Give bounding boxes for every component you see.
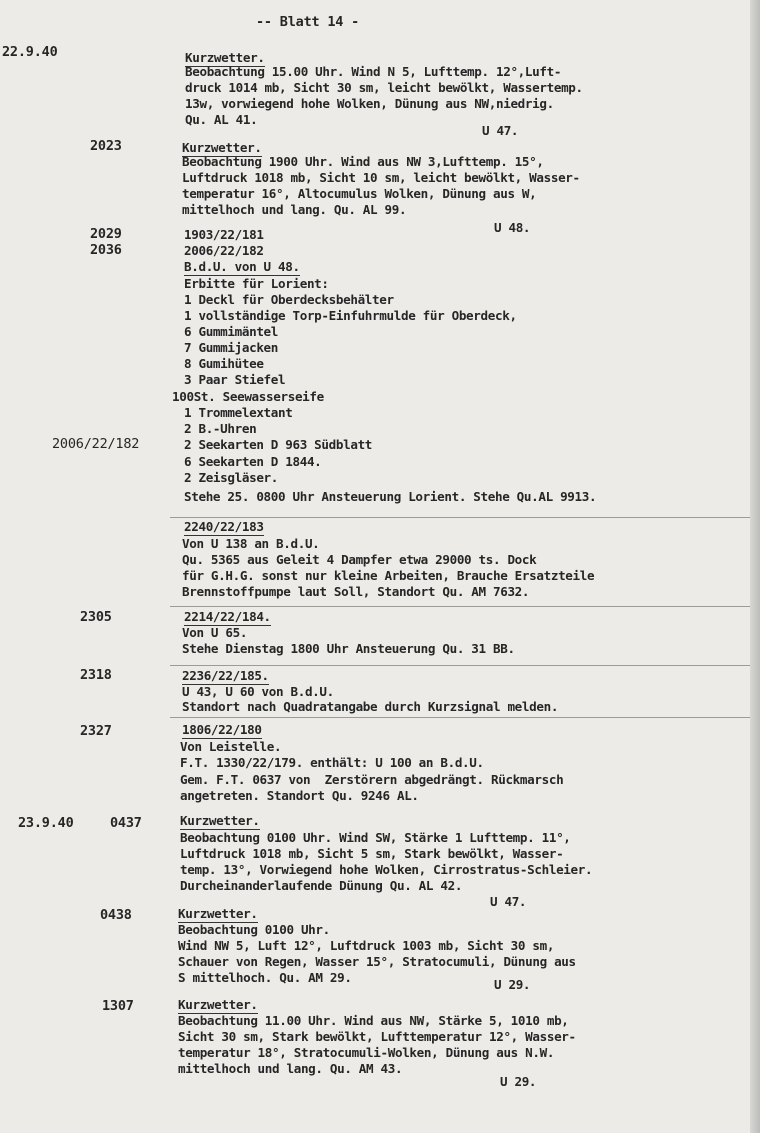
message-time: 2318 (80, 667, 112, 683)
message-line: Qu. 5365 aus Geleit 4 Dampfer etwa 29000 ts. Dock (182, 552, 537, 567)
entry-heading: Kurzwetter. (182, 140, 262, 157)
bdu-line: 6 Gummimäntel (184, 324, 279, 339)
entry-line: Schauer von Regen, Wasser 15°, Stratocumuli, Dünung aus (178, 954, 576, 969)
message-line: Von Leistelle. (180, 739, 282, 754)
message-line: Von U 138 an B.d.U. (182, 536, 320, 551)
margin-reference: 2006/22/182 (52, 436, 140, 452)
message-time: 2305 (80, 609, 112, 625)
entry-sign: U 48. (494, 220, 531, 235)
bdu-line: 8 Gumihütee (184, 356, 264, 371)
entry-line: temperatur 18°, Stratocumuli-Wolken, Dünung aus N.W. (178, 1045, 555, 1060)
message-line: Von U 65. (182, 625, 248, 640)
entry-sign: U 29. (494, 977, 531, 992)
divider (170, 717, 750, 718)
divider (170, 517, 750, 518)
entry-heading: Kurzwetter. (180, 813, 260, 830)
message-line: F.T. 1330/22/179. enthält: U 100 an B.d.U. (180, 755, 484, 770)
entry-time: 0438 (100, 907, 132, 923)
message-line: Gem. F.T. 0637 von Zerstörern abgedrängt. Rückmarsch (180, 772, 564, 787)
page-edge (750, 0, 760, 1133)
message-time: 2327 (80, 723, 112, 739)
entry-line: mittelhoch und lang. Qu. AM 43. (178, 1061, 403, 1076)
bdu-line: 100St. Seewasserseife (172, 389, 324, 404)
entry-heading: 2006/22/182 (184, 243, 264, 258)
message-heading: 2214/22/184. (184, 609, 271, 626)
entry-sign: U 47. (482, 123, 519, 138)
bdu-line: 6 Seekarten D 1844. (184, 454, 322, 469)
entry-line: Sicht 30 sm, Stark bewölkt, Lufttemperatur 12°, Wasser- (178, 1029, 576, 1044)
entry-line: Beobachtung 0100 Uhr. Wind SW, Stärke 1 Lufttemp. 11°, (180, 830, 571, 845)
bdu-heading: B.d.U. von U 48. (184, 259, 300, 276)
entry-date: 23.9.40 (18, 815, 74, 831)
bdu-line: Stehe 25. 0800 Uhr Ansteuerung Lorient. Stehe Qu.AL 9913. (184, 489, 597, 504)
entry-date: 22.9.40 (2, 44, 58, 60)
divider (170, 665, 750, 666)
entry-heading: Kurzwetter. (185, 50, 265, 67)
entry-line: Beobachtung 0100 Uhr. (178, 922, 330, 937)
entry-line: mittelhoch und lang. Qu. AL 99. (182, 202, 407, 217)
entry-line: temp. 13°, Vorwiegend hohe Wolken, Cirrostratus-Schleier. (180, 862, 593, 877)
message-heading: 1806/22/180 (182, 722, 262, 739)
entry-line: S mittelhoch. Qu. AM 29. (178, 970, 352, 985)
message-line: U 43, U 60 von B.d.U. (182, 684, 334, 699)
page-header: -- Blatt 14 - (256, 14, 360, 30)
message-line: für G.H.G. sonst nur kleine Arbeiten, Brauche Ersatzteile (182, 568, 595, 583)
entry-sign: U 29. (500, 1074, 537, 1089)
entry-line: 13w, vorwiegend hohe Wolken, Dünung aus NW,niedrig. (185, 96, 554, 111)
entry-line: Qu. AL 41. (185, 112, 258, 127)
entry-time: 1307 (102, 998, 134, 1014)
bdu-line: 2 B.-Uhren (184, 421, 257, 436)
entry-line: temperatur 16°, Altocumulus Wolken, Dünung aus W, (182, 186, 537, 201)
divider (170, 606, 750, 607)
entry-heading: Kurzwetter. (178, 997, 258, 1014)
entry-line: Luftdruck 1018 mb, Sicht 10 sm, leicht bewölkt, Wasser- (182, 170, 580, 185)
message-line: Brennstoffpumpe laut Soll, Standort Qu. AM 7632. (182, 584, 530, 599)
bdu-line: 7 Gummijacken (184, 340, 279, 355)
message-heading: 2240/22/183 (184, 519, 264, 536)
entry-sign: U 47. (490, 894, 527, 909)
message-line: angetreten. Standort Qu. 9246 AL. (180, 788, 419, 803)
bdu-line: 2 Seekarten D 963 Südblatt (184, 437, 373, 452)
entry-time: 2036 (90, 242, 122, 258)
message-line: Stehe Dienstag 1800 Uhr Ansteuerung Qu. 31 BB. (182, 641, 515, 656)
bdu-line: 1 Deckl für Oberdecksbehälter (184, 292, 394, 307)
bdu-line: 1 Trommelextant (184, 405, 293, 420)
bdu-line: 3 Paar Stiefel (184, 372, 286, 387)
entry-line: druck 1014 mb, Sicht 30 sm, leicht bewölkt, Wassertemp. (185, 80, 583, 95)
entry-line: Beobachtung 1900 Uhr. Wind aus NW 3,Lufttemp. 15°, (182, 154, 544, 169)
message-heading: 2236/22/185. (182, 668, 269, 685)
message-line: Standort nach Quadratangabe durch Kurzsignal melden. (182, 699, 559, 714)
bdu-line: 1 vollständige Torp-Einfuhrmulde für Oberdeck, (184, 308, 517, 323)
bdu-line: Erbitte für Lorient: (184, 276, 329, 291)
bdu-line: 2 Zeisgläser. (184, 470, 279, 485)
entry-time: 0437 (110, 815, 142, 831)
entry-heading: 1903/22/181 (184, 227, 264, 242)
entry-line: Beobachtung 15.00 Uhr. Wind N 5, Lufttemp. 12°,Luft- (185, 64, 562, 79)
entry-time: 2029 (90, 226, 122, 242)
entry-line: Durcheinanderlaufende Dünung Qu. AL 42. (180, 878, 463, 893)
entry-line: Wind NW 5, Luft 12°, Luftdruck 1003 mb, Sicht 30 sm, (178, 938, 555, 953)
entry-line: Beobachtung 11.00 Uhr. Wind aus NW, Stärke 5, 1010 mb, (178, 1013, 569, 1028)
entry-heading: Kurzwetter. (178, 906, 258, 923)
entry-time: 2023 (90, 138, 122, 154)
entry-line: Luftdruck 1018 mb, Sicht 5 sm, Stark bewölkt, Wasser- (180, 846, 564, 861)
